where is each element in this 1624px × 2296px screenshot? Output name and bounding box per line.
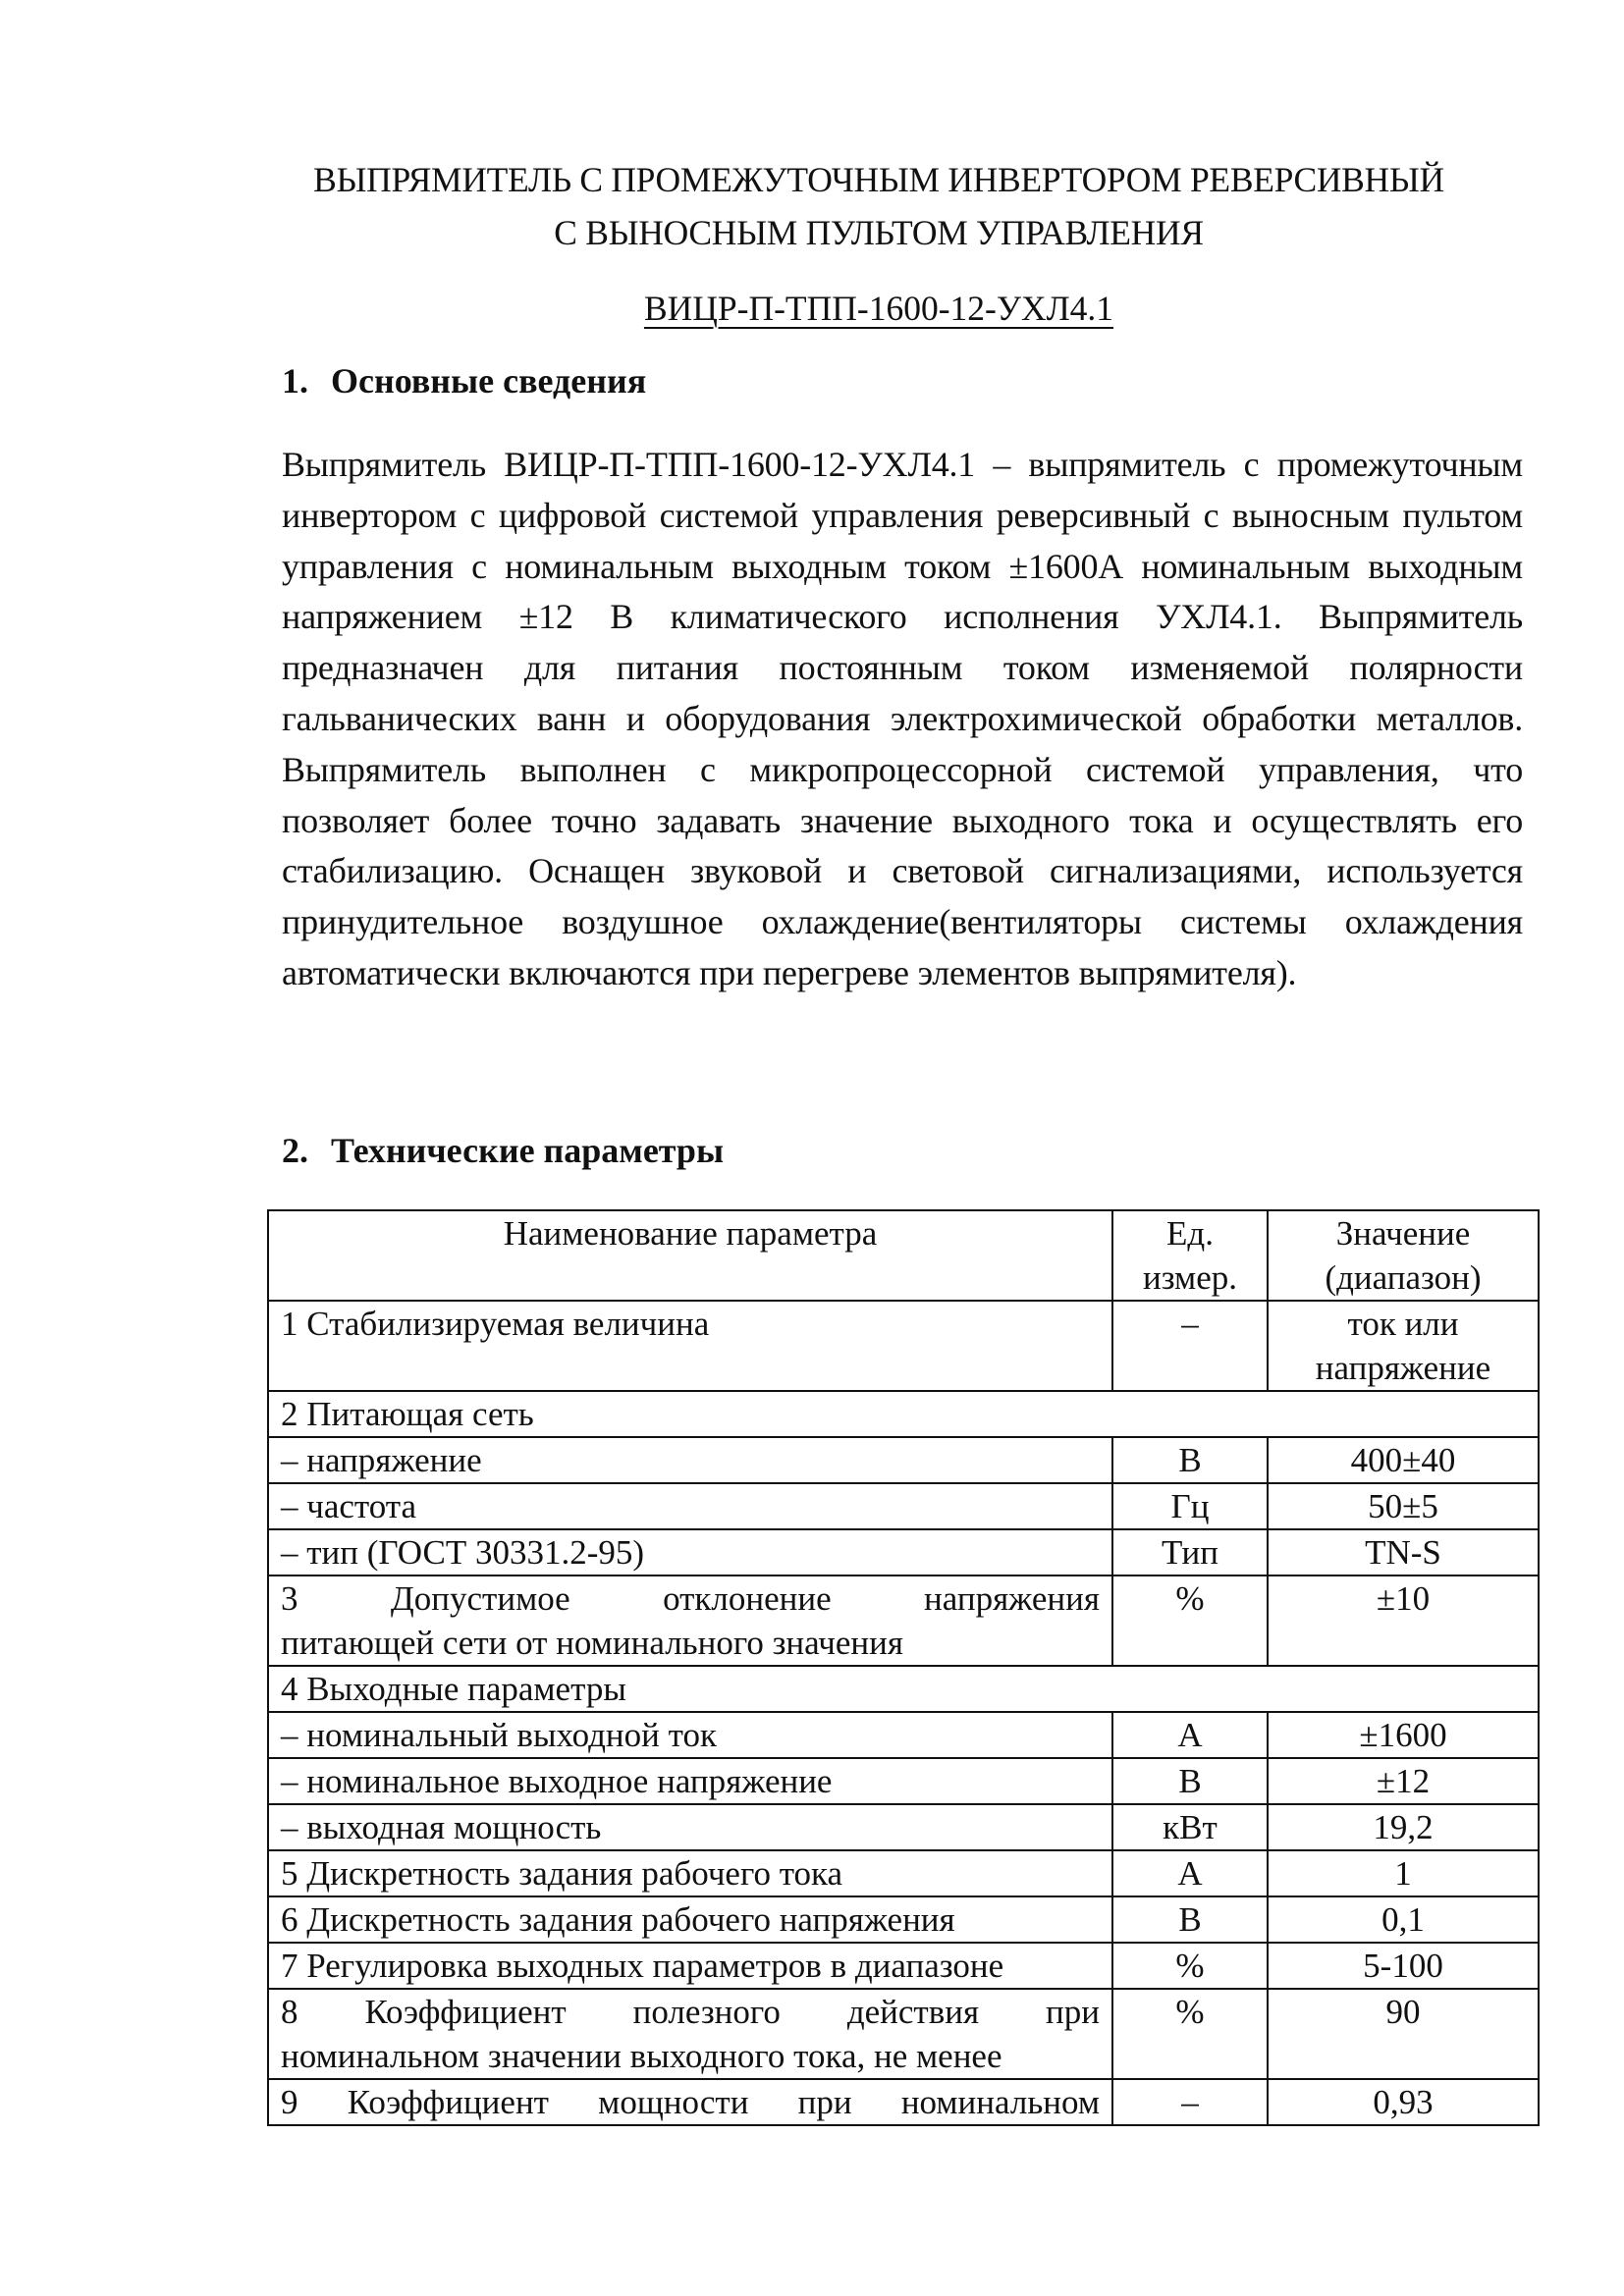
- table-row: [268, 1989, 1539, 2079]
- param-name: 3 Допустимое отклонение напряжения питающей сети от номинального значения: [268, 1575, 1112, 1666]
- table-row: [268, 1483, 1539, 1529]
- section-1-paragraph: Выпрямитель ВИЦР-П-ТПП-1600-12-УХЛ4.1 – выпрямитель с промежуточным инвертором с цифровой системой управления реверсивный с выносным пультом управления с номинальным выходным током ±1600А номинальным выходным напряжением ±12 В климатического исполнения УХЛ4.1. Выпрямитель предназначен для питания постоянным током изменяемой полярности гальванических ванн и оборудования электрохимической обработки металлов. Выпрямитель выполнен с микропроцессорной системой управления, что позволяет более точно задавать значение выходного тока и осуществлять его стабилизацию. Оснащен звуковой и световой сигнализациями, используется принудительное воздушное охлаждение(вентиляторы системы охлаждения автоматически включаются при перегреве элементов выпрямителя).: [282, 445, 1523, 992]
- param-unit: Гц: [1112, 1483, 1268, 1529]
- param-unit: В: [1112, 1758, 1268, 1804]
- param-value: 19,2: [1268, 1804, 1539, 1850]
- param-unit: %: [1112, 1989, 1268, 2079]
- param-value: ±12: [1268, 1758, 1539, 1804]
- param-unit: В: [1112, 1896, 1268, 1943]
- table-row: [268, 1575, 1539, 1666]
- param-unit: Тип: [1112, 1529, 1268, 1575]
- param-unit: В: [1112, 1437, 1268, 1483]
- param-name: 7 Регулировка выходных параметров в диапазоне: [268, 1943, 1112, 1989]
- param-group-name: 2 Питающая сеть: [268, 1391, 1539, 1437]
- section-2-heading: [282, 1127, 724, 1174]
- param-value: 50±5: [1268, 1483, 1539, 1529]
- param-value: 5-100: [1268, 1943, 1539, 1989]
- section-2-title: Технические параметры: [331, 1131, 725, 1170]
- param-name: 1 Стабилизируемая величина: [268, 1301, 1112, 1391]
- param-name: 8 Коэффициент полезного действия при номинальном значении выходного тока, не менее: [268, 1989, 1112, 2079]
- param-name: – тип (ГОСТ 30331.2-95): [268, 1529, 1112, 1575]
- param-value: 0,93: [1268, 2079, 1539, 2125]
- param-name: – номинальное выходное напряжение: [268, 1758, 1112, 1804]
- header-value: Значение (диапазон): [1268, 1210, 1539, 1301]
- table-row: [268, 1712, 1539, 1758]
- table-row: [268, 1850, 1539, 1896]
- param-name: 6 Дискретность задания рабочего напряжения: [268, 1896, 1112, 1943]
- param-value: ток или напряжение: [1268, 1301, 1539, 1391]
- table-row: [268, 2079, 1539, 2125]
- section-1-heading: [282, 357, 646, 404]
- table-row: [268, 1804, 1539, 1850]
- section-1-number: 1.: [282, 361, 308, 400]
- header-name: Наименование параметра: [268, 1210, 1112, 1301]
- table-row: [268, 1391, 1539, 1437]
- param-value: 400±40: [1268, 1437, 1539, 1483]
- param-name: 9 Коэффициент мощности при номинальном: [268, 2079, 1112, 2125]
- param-unit: –: [1112, 1301, 1268, 1391]
- param-unit: %: [1112, 1943, 1268, 1989]
- param-name: – частота: [268, 1483, 1112, 1529]
- header-unit: Ед. измер.: [1112, 1210, 1268, 1301]
- table-row: [268, 1896, 1539, 1943]
- param-name: – выходная мощность: [268, 1804, 1112, 1850]
- param-value: 0,1: [1268, 1896, 1539, 1943]
- title-line-2: С ВЫНОСНЫМ ПУЛЬТОМ УПРАВЛЕНИЯ: [554, 213, 1204, 252]
- param-value: ±1600: [1268, 1712, 1539, 1758]
- param-unit: %: [1112, 1575, 1268, 1666]
- param-unit: А: [1112, 1850, 1268, 1896]
- param-unit: А: [1112, 1712, 1268, 1758]
- table-row: [268, 1529, 1539, 1575]
- table-row: [268, 1301, 1539, 1391]
- param-value: TN-S: [1268, 1529, 1539, 1575]
- table-row: [268, 1666, 1539, 1712]
- section-2-number: 2.: [282, 1131, 308, 1170]
- param-unit: кВт: [1112, 1804, 1268, 1850]
- table-row: [268, 1437, 1539, 1483]
- section-1-title: Основные сведения: [331, 361, 647, 400]
- param-name: – напряжение: [268, 1437, 1112, 1483]
- param-unit: –: [1112, 2079, 1268, 2125]
- table-header-row: [268, 1210, 1539, 1301]
- model-designation: [196, 285, 1561, 332]
- param-value: 90: [1268, 1989, 1539, 2079]
- param-value: ±10: [1268, 1575, 1539, 1666]
- table-row: [268, 1943, 1539, 1989]
- model-text: ВИЦР-П-ТПП-1600-12-УХЛ4.1: [643, 289, 1114, 328]
- document-title: [196, 153, 1561, 259]
- table-row: [268, 1758, 1539, 1804]
- param-name: 5 Дискретность задания рабочего тока: [268, 1850, 1112, 1896]
- title-line-1: ВЫПРЯМИТЕЛЬ С ПРОМЕЖУТОЧНЫМ ИНВЕРТОРОМ РЕВЕРСИВНЫЙ: [313, 160, 1444, 199]
- parameters-table: [267, 1209, 1540, 2126]
- param-name: – номинальный выходной ток: [268, 1712, 1112, 1758]
- param-group-name: 4 Выходные параметры: [268, 1666, 1539, 1712]
- param-value: 1: [1268, 1850, 1539, 1896]
